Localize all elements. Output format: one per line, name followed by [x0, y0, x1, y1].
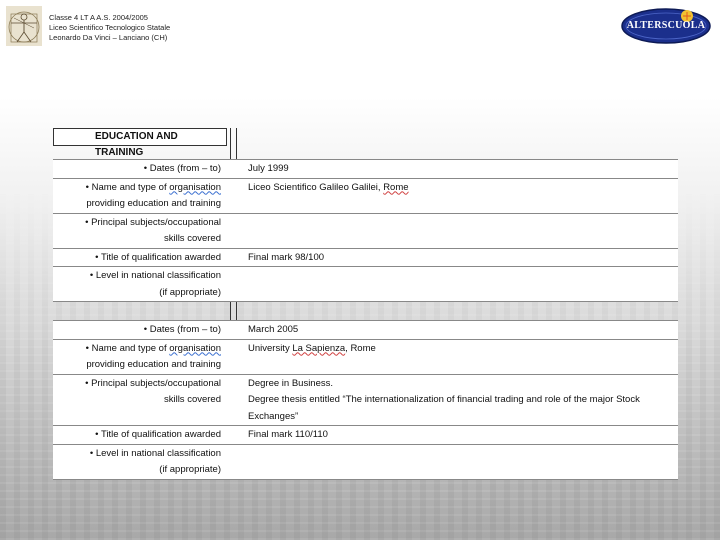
qualification-value: Final mark 110/110	[248, 429, 328, 440]
school-header	[49, 13, 170, 43]
table-row	[53, 178, 678, 213]
subjects-label-line2: skills covered	[163, 233, 221, 244]
table-row	[53, 320, 678, 339]
subjects-label-line2: skills covered	[163, 394, 221, 405]
subjects-value-line2: Degree thesis entitled “The internationalization of financial trading and role of the major Stock Exchanges”	[248, 394, 640, 422]
organisation-value-part: University	[248, 342, 290, 354]
organisation-label-part: • Name and type of	[85, 181, 167, 193]
dates-label: • Dates (from – to)	[143, 163, 221, 174]
subjects-label	[53, 214, 225, 248]
table-row	[53, 444, 678, 480]
level-label-line2: (if appropriate)	[159, 286, 221, 298]
dates-value: July 1999	[248, 163, 289, 174]
organisation-label-word: organisation	[169, 181, 221, 193]
qualification-label: • Title of qualification awarded	[95, 251, 221, 263]
organisation-label-line2: providing education and training	[86, 198, 221, 209]
subjects-label-line1: • Principal subjects/occupational	[85, 216, 221, 228]
dates-value: March 2005	[248, 324, 299, 335]
table-row	[53, 374, 678, 426]
table-row	[53, 248, 678, 267]
level-label-line1: • Level in national classification	[89, 270, 221, 281]
subjects-value	[248, 214, 678, 248]
school-line-1: Classe 4 LT A A.S. 2004/2005	[49, 13, 148, 22]
subjects-value-line1: Degree in Business.	[248, 377, 334, 389]
dates-label: • Dates (from – to)	[143, 324, 221, 335]
organisation-value	[248, 340, 678, 374]
education-entry-1	[53, 159, 678, 302]
qualification-label: • Title of qualification awarded	[95, 429, 221, 440]
organisation-value-name: La Sapienza	[292, 342, 346, 354]
level-label	[53, 445, 225, 479]
school-line-2: Liceo Scientifico Tecnologico Statale	[49, 23, 171, 32]
organisation-value-part: Liceo Scientifico Galileo Galilei,	[248, 181, 381, 193]
level-label	[53, 267, 225, 301]
table-row	[53, 425, 678, 444]
vitruvian-man-icon	[6, 6, 42, 46]
organisation-value-city: , Rome	[345, 342, 376, 354]
school-line-3: Leonardo Da Vinci – Lanciano (CH)	[49, 33, 168, 42]
section-title: EDUCATION AND TRAINING	[53, 128, 227, 146]
organisation-label-word: organisation	[169, 342, 221, 354]
organisation-label-part: • Name and type of	[85, 342, 167, 354]
organisation-label	[53, 340, 225, 374]
organisation-value	[248, 179, 678, 213]
subjects-label-line1: • Principal subjects/occupational	[85, 377, 221, 389]
organisation-label	[53, 179, 225, 213]
alterscuola-logo	[620, 6, 712, 46]
level-value	[248, 445, 678, 479]
subjects-value	[248, 375, 678, 426]
level-value	[248, 267, 678, 301]
level-label-line2: (if appropriate)	[159, 464, 221, 475]
subjects-label	[53, 375, 225, 426]
table-row	[53, 339, 678, 374]
qualification-value: Final mark 98/100	[248, 251, 325, 263]
table-row	[53, 159, 678, 178]
logo-text: ALTERSCUOLA	[626, 20, 706, 31]
table-row	[53, 213, 678, 248]
education-entry-2	[53, 320, 678, 480]
table-row	[53, 266, 678, 302]
level-label-line1: • Level in national classification	[89, 447, 221, 459]
organisation-value-city: Rome	[383, 181, 409, 193]
organisation-label-line2: providing education and training	[86, 359, 221, 370]
